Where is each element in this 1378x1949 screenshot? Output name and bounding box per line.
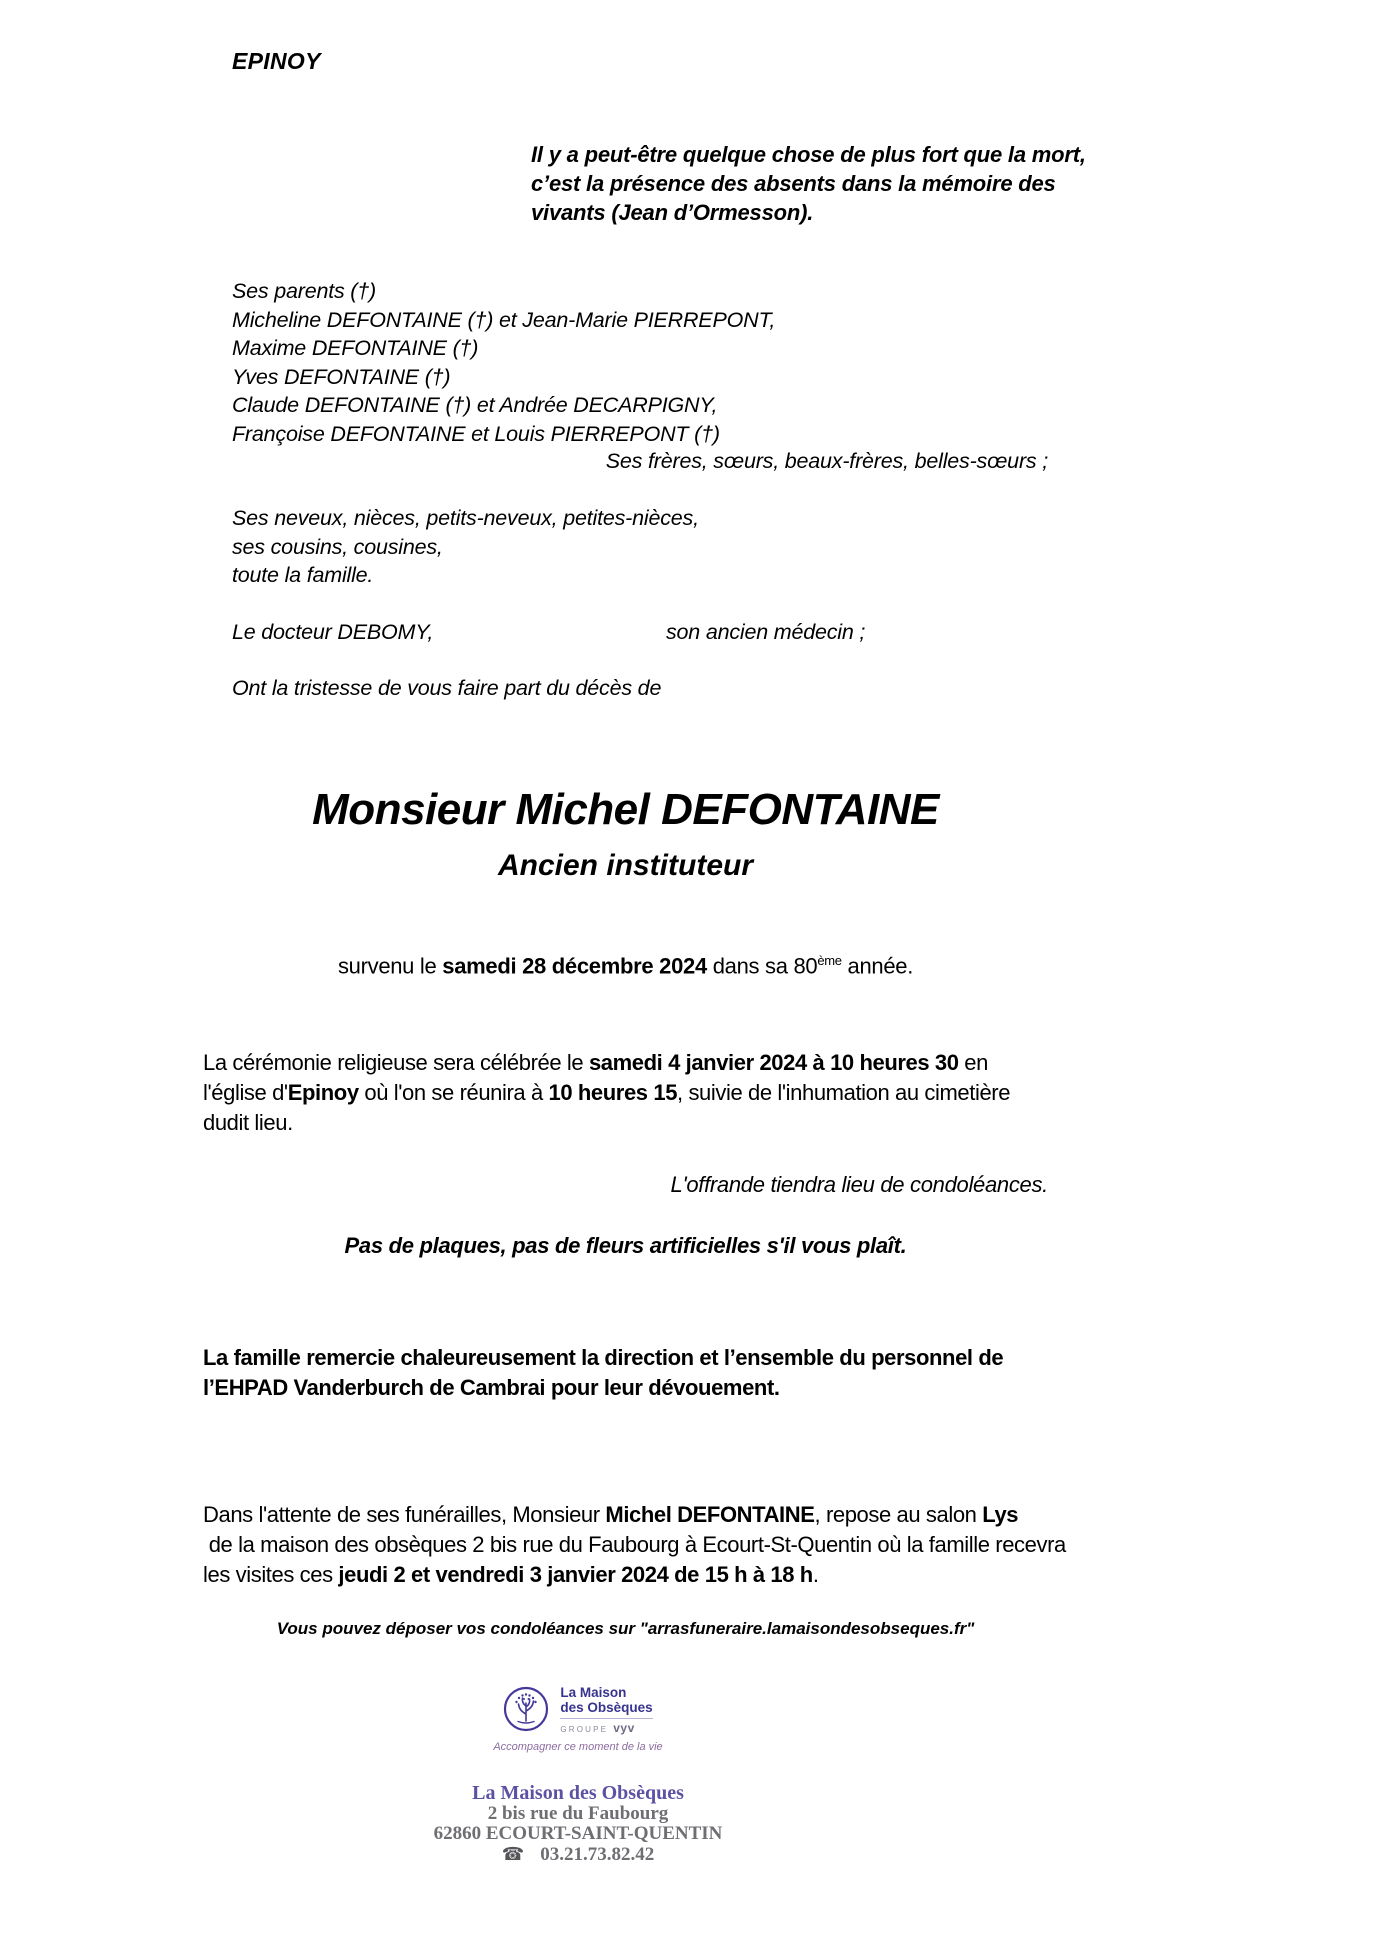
death-date-prefix: survenu le	[337, 953, 443, 979]
repose-address-line: de la maison des obsèques 2 bis rue du Faubourg à Ecourt-St-Quentin où la famille recevra	[203, 1532, 1066, 1557]
ceremony-paragraph	[203, 1048, 1103, 1138]
repose-text: Dans l'attente de ses funérailles, Monsieur	[203, 1502, 606, 1527]
logo-name-line-1: La Maison	[560, 1685, 627, 1700]
relatives-line-3: toute la famille.	[232, 563, 374, 588]
funeral-home-address-block	[203, 1783, 953, 1865]
offrande-line: L'offrande tiendra lieu de condoléances.	[670, 1172, 1048, 1197]
online-condolences-line: Vous pouvez déposer vos condoléances sur "arrasfuneraire.lamaisondesobseques.fr"	[276, 1619, 975, 1638]
repose-text: , repose au salon	[814, 1502, 983, 1527]
logo-groupe-row	[560, 1718, 652, 1735]
ceremony-gather-time: 10 heures 15	[548, 1080, 678, 1105]
repose-paragraph	[203, 1500, 1123, 1590]
quote-line-3: vivants (Jean d’Ormesson).	[531, 200, 814, 225]
thanks-line-1: La famille remercie chaleureusement la direction et l’ensemble du personnel de	[203, 1345, 1004, 1370]
quote-line-1: Il y a peut-être quelque chose de plus fort que la mort,	[531, 142, 1086, 167]
repose-text: les visites ces	[203, 1562, 339, 1587]
phone-number: 03.21.73.82.42	[540, 1844, 655, 1865]
repose-text: .	[812, 1562, 819, 1587]
commune-label: EPINOY	[232, 48, 321, 74]
family-member: Françoise DEFONTAINE et Louis PIERREPONT (†)	[232, 421, 720, 446]
death-date-line	[203, 953, 1048, 979]
family-member: Maxime DEFONTAINE (†)	[232, 336, 479, 361]
ceremony-church: Epinoy	[287, 1080, 359, 1105]
death-date: samedi 28 décembre 2024	[442, 953, 707, 979]
phone-icon: ☎	[501, 1844, 525, 1865]
family-member: Claude DEFONTAINE (†) et Andrée DECARPIGNY,	[232, 393, 718, 418]
logo-name-line-2: des Obsèques	[560, 1699, 653, 1715]
logo-tagline: Accompagner ce moment de la vie	[493, 1741, 663, 1753]
repose-deceased-name: Michel DEFONTAINE	[605, 1502, 815, 1527]
ceremony-text: l'église d'	[203, 1080, 288, 1105]
logo-wordmark	[560, 1686, 652, 1735]
relatives-line-1: Ses neveux, nièces, petits-neveux, petites-nièces,	[232, 506, 699, 530]
visit-dates: jeudi 2 et vendredi 3 janvier 2024 de 15 h à 18 h	[338, 1562, 813, 1587]
vyv-brand: vyv	[613, 1721, 635, 1735]
groupe-label: GROUPE	[560, 1725, 609, 1734]
doctor-role: son ancien médecin ;	[666, 620, 866, 644]
ceremony-datetime: samedi 4 janvier 2024 à 10 heures 30	[588, 1050, 959, 1075]
doctor-name: Le docteur DEBOMY,	[232, 620, 434, 644]
family-member: Micheline DEFONTAINE (†) et Jean-Marie PIERREPONT,	[232, 307, 776, 332]
announcement-line: Ont la tristesse de vous faire part du décès de	[232, 676, 662, 700]
siblings-line: Ses frères, sœurs, beaux-frères, belles-sœurs ;	[605, 449, 1048, 473]
repose-salon-name: Lys	[982, 1502, 1019, 1527]
funeral-home-logo	[503, 1686, 652, 1735]
thanks-line-2: l’EHPAD Vanderburch de Cambrai pour leur dévouement.	[203, 1375, 780, 1400]
quote-line-2: c’est la présence des absents dans la mémoire des	[531, 171, 1056, 196]
ceremony-text: La cérémonie religieuse sera célébrée le	[203, 1050, 589, 1075]
no-plaques-line: Pas de plaques, pas de fleurs artificielles s'il vous plaît.	[344, 1233, 907, 1258]
funeral-home-street: 2 bis rue du Faubourg	[487, 1803, 669, 1824]
funeral-home-brand-block	[203, 1686, 953, 1865]
death-age-suffix: année.	[841, 953, 914, 979]
epigraph-quote	[531, 140, 1091, 227]
relatives-line-2: ses cousins, cousines,	[232, 534, 443, 559]
family-member: Yves DEFONTAINE (†)	[232, 364, 451, 389]
parents-label: Ses parents (†)	[232, 279, 376, 303]
family-list	[232, 277, 775, 449]
thanks-paragraph	[203, 1343, 1103, 1403]
death-age-prefix: dans sa 80	[706, 953, 818, 979]
tree-emblem-icon	[503, 1686, 549, 1732]
ceremony-text: en	[958, 1050, 988, 1075]
death-age-ordinal: ème	[817, 953, 842, 968]
funeral-home-name: La Maison des Obsèques	[472, 1782, 684, 1804]
funeral-home-phone-row	[203, 1844, 953, 1865]
relatives-list	[232, 504, 699, 590]
deceased-name-title: Monsieur Michel DEFONTAINE	[312, 785, 939, 834]
ceremony-text: , suivie de l'inhumation au cimetière	[677, 1080, 1011, 1105]
ceremony-text: où l'on se réunira à	[358, 1080, 549, 1105]
funeral-home-city: 62860 ECOURT-SAINT-QUENTIN	[433, 1823, 723, 1844]
ceremony-text: dudit lieu.	[203, 1110, 293, 1135]
deceased-profession: Ancien instituteur	[497, 849, 753, 882]
